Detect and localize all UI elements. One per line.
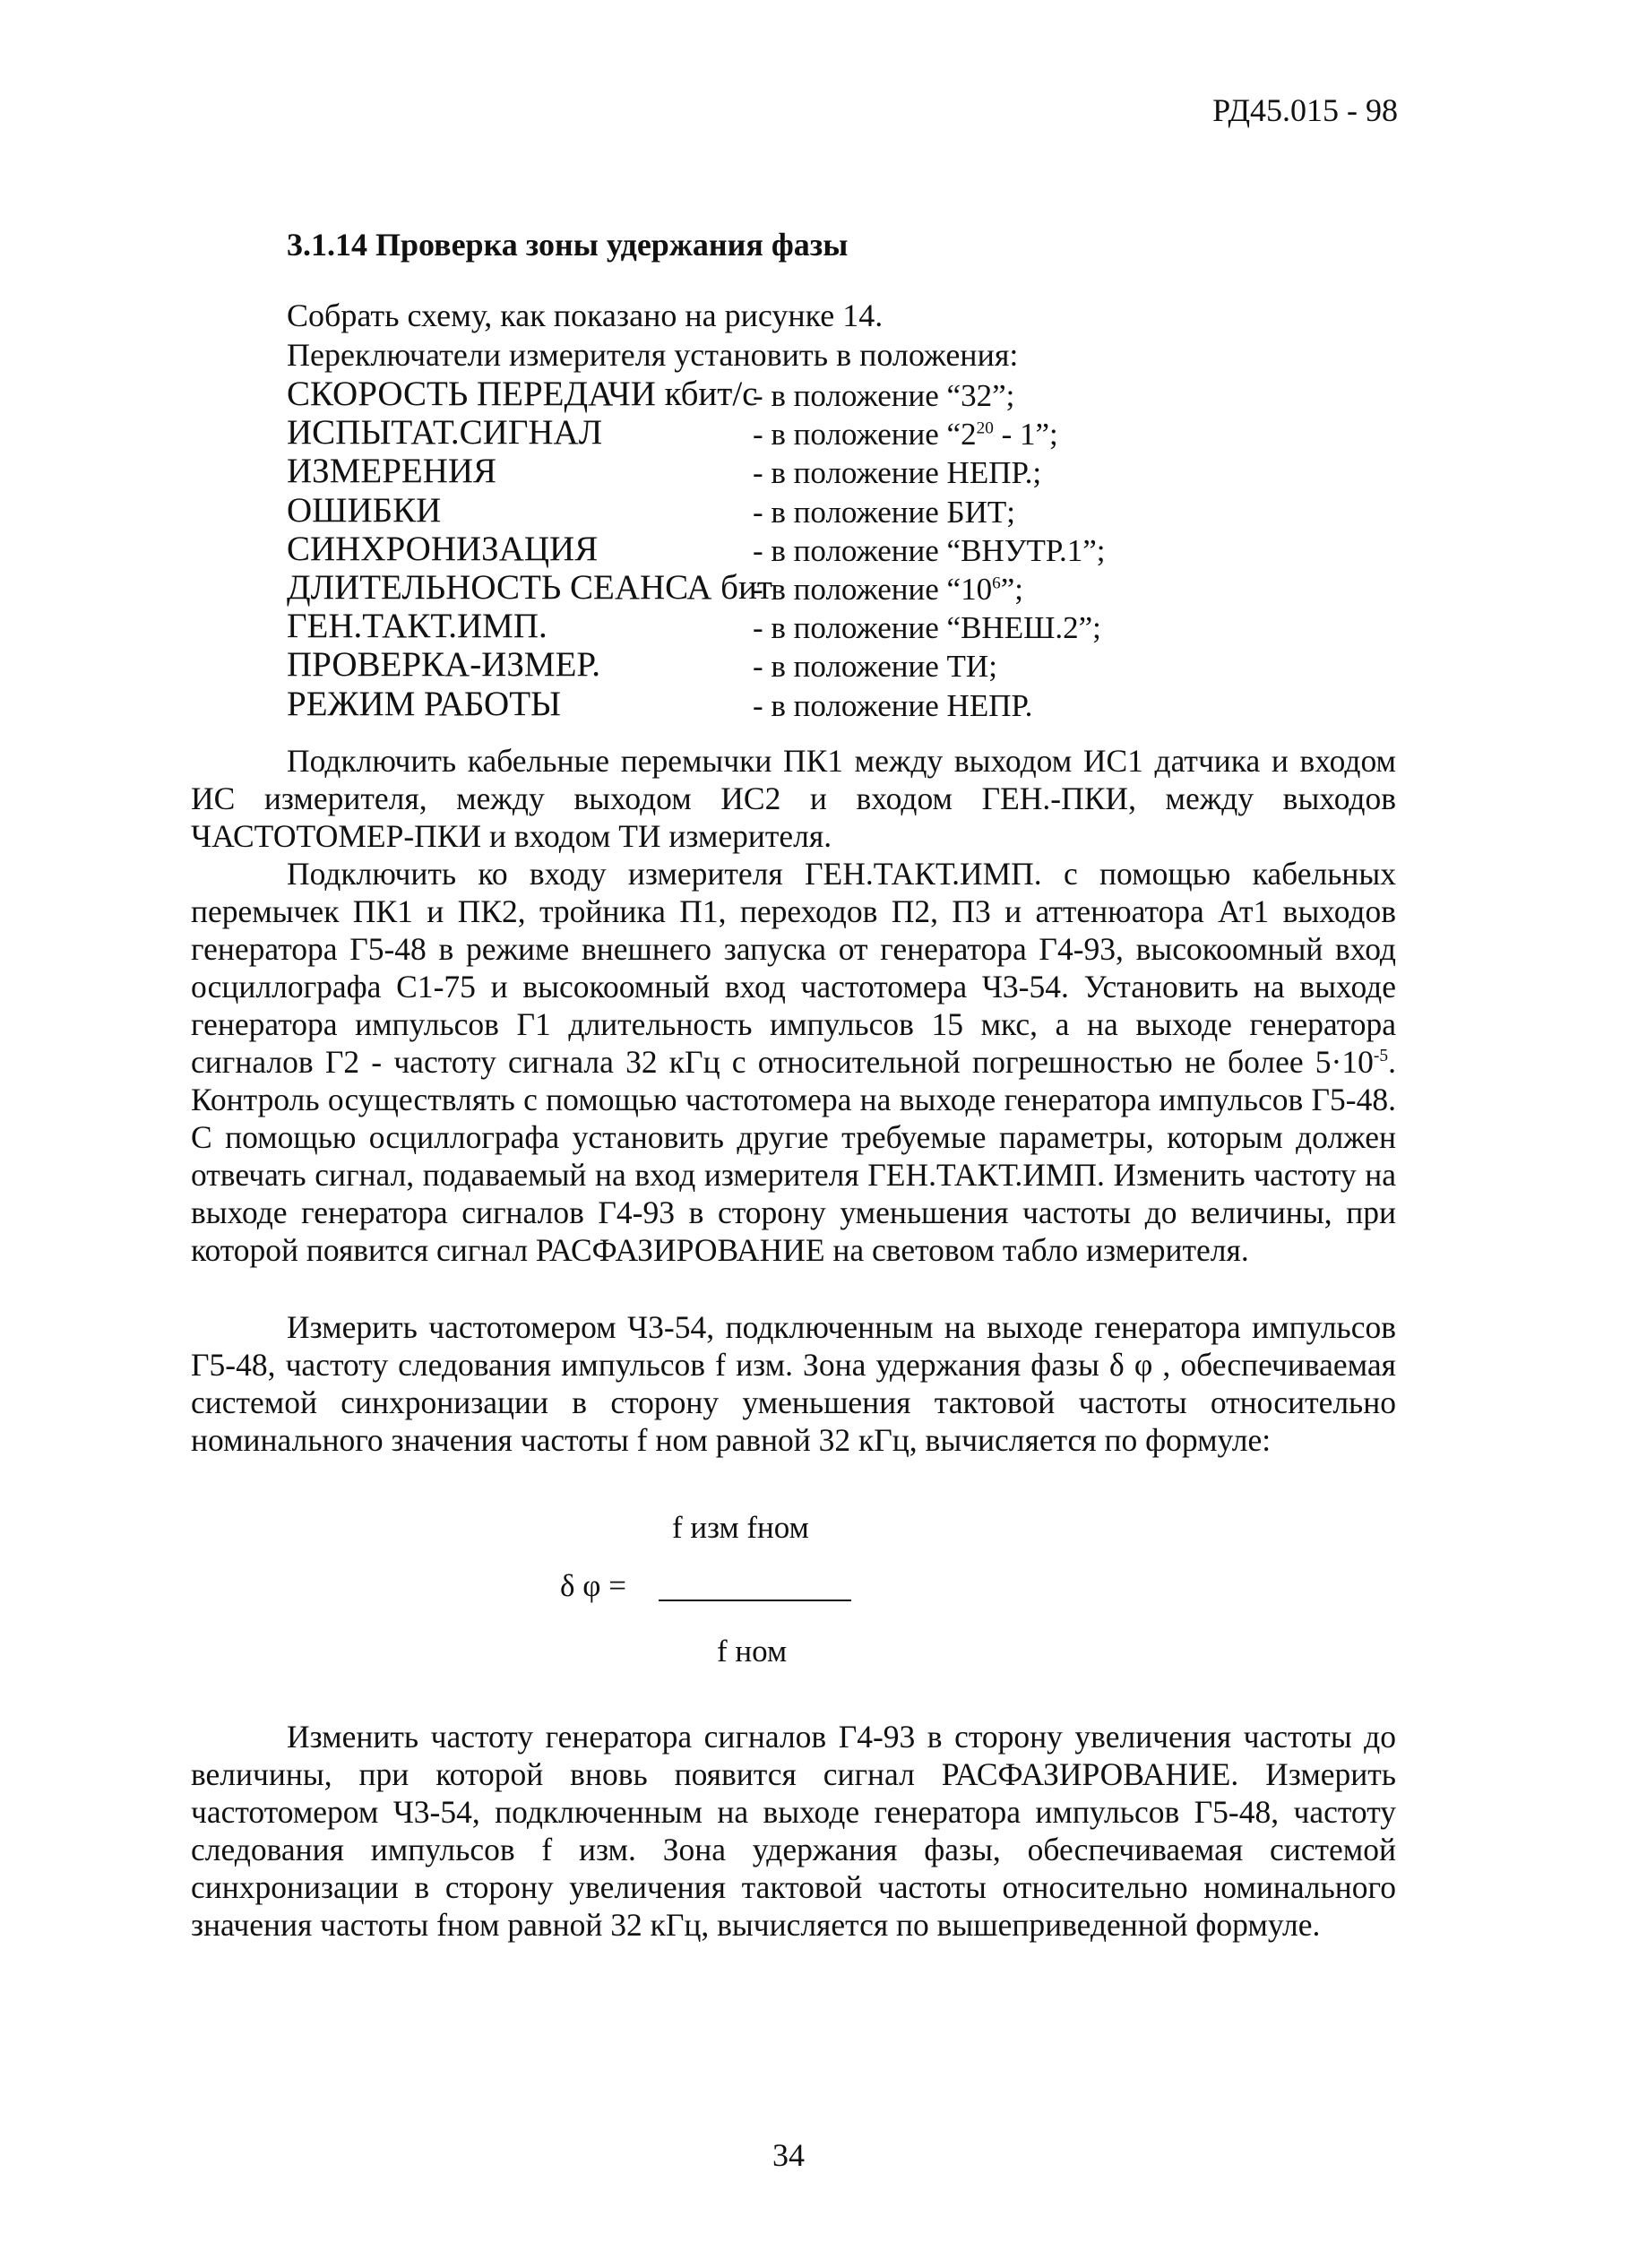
switch-value: - в положение НЕПР.; (753, 455, 1042, 491)
fraction-bar (659, 1600, 851, 1601)
switch-value-text: - в положение “10 (753, 571, 993, 607)
switch-name: ДЛИТЕЛЬНОСТЬ СЕАНСА бит (287, 567, 772, 607)
switch-name: СКОРОСТЬ ПЕРЕДАЧИ кбит/с (287, 375, 758, 413)
switch-name: ГЕН.ТАКТ.ИМП. (287, 607, 547, 646)
body-paragraph: Подключить кабельные перемычки ПК1 между выходом ИС1 датчика и входом ИС измерителя, между выходом ИС2 и входом ГЕН.-ПКИ, между выходов ЧАСТОТОМЕР-ПКИ и входом ТИ измерителя. (191, 743, 1396, 854)
page-number: 34 (772, 2137, 805, 2173)
switch-name: СИНХРОНИЗАЦИЯ (287, 529, 599, 568)
formula-numerator: f изм fном (672, 1510, 809, 1545)
switch-row (287, 375, 1407, 413)
switch-name: РЕЖИМ РАБОТЫ (287, 684, 562, 723)
body-paragraph (191, 855, 1396, 1269)
switch-value: - в положение БИТ; (753, 494, 1016, 530)
switch-row (287, 491, 1407, 530)
switch-settings-list (287, 375, 1407, 723)
switch-value-text: - 1”; (993, 417, 1058, 453)
exponent: -5 (1373, 1047, 1389, 1066)
body-paragraph: Измерить частотомером Ч3-54, подключенным на выходе генератора импульсов Г5-48, частоту следования импульсов f изм. Зона удержания фазы δ φ , обеспечиваемая системой синхронизации в сторону уменьшения тактовой частоты относительно номинального значения частоты f ном равной 32 кГц, вычисляется по формуле: (191, 1309, 1396, 1458)
phase-hold-formula (502, 1510, 950, 1680)
switch-value (753, 415, 1058, 453)
switch-name: ИЗМЕРЕНИЯ (287, 452, 497, 491)
switch-value (753, 570, 1023, 608)
switch-name: ИСПЫТАТ.СИГНАЛ (287, 413, 603, 453)
switch-row (287, 607, 1407, 645)
switch-value-text: ”; (1000, 571, 1023, 607)
switch-value: - в положение “32”; (753, 378, 1015, 413)
switch-name: ПРОВЕРКА-ИЗМЕР. (287, 645, 600, 685)
switch-row (287, 568, 1407, 607)
switch-row (287, 645, 1407, 684)
switch-value-text: - в положение “2 (753, 417, 977, 453)
section-heading: 3.1.14 Проверка зоны удержания фазы (287, 227, 849, 263)
switch-row (287, 530, 1407, 568)
paragraph-text: Подключить ко входу измерителя ГЕН.ТАКТ.ИМП. с помощью кабельных перемычек ПК1 и ПК2, тройника П1, переходов П2, П3 и аттенюатора Ат1 выходов генератора Г5-48 в режиме внешнего запуска от генератора Г4-93, высокоомный вход осциллографа С1-75 и высокоомный вход частотомера Ч3-54. Установить на выходе генератора импульсов Г1 длительность импульсов 15 мкс, а на выходе генератора сигналов Г2 - частоту сигнала 32 кГц с относительной погрешностью не более 5·10 (191, 856, 1396, 1080)
switch-value: - в положение ТИ; (753, 649, 997, 685)
body-paragraph: Изменить частоту генератора сигналов Г4-93 в сторону увеличения частоты до величины, при которой вновь появится сигнал РАСФАЗИРОВАНИЕ. Измерить частотомером Ч3-54, подключенным на выходе генератора импульсов Г5-48, частоту следования импульсов f изм. Зона удержания фазы, обеспечиваемая системой синхронизации в сторону увеличения тактовой частоты относительно номинального значения частоты fном равной 32 кГц, вычисляется по вышеприведенной формуле. (191, 1719, 1396, 1943)
switch-row (287, 413, 1407, 452)
document-code: РД45.015 - 98 (1212, 92, 1398, 128)
switch-value-exponent: 6 (992, 573, 1001, 593)
intro-line: Переключатели измерителя установить в положения: (287, 337, 1019, 373)
switch-row (287, 452, 1407, 490)
switch-value: - в положение “ВНУТР.1”; (753, 532, 1106, 568)
paragraph-text: . Контроль осуществлять с помощью частотомера на выходе генератора импульсов Г5-48. С помощью осциллографа установить другие требуемые параметры, которым должен отвечать сигнал, подаваемый на вход измерителя ГЕН.ТАКТ.ИМП. Изменить частоту на выходе генератора сигналов Г4-93 в сторону уменьшения частоты до величины, при которой появится сигнал РАСФАЗИРОВАНИЕ на световом табло измерителя. (191, 1044, 1396, 1268)
formula-denominator: f ном (717, 1634, 788, 1669)
formula-lhs: δ φ = (560, 1568, 626, 1603)
switch-value: - в положение НЕПР. (753, 687, 1033, 723)
switch-row (287, 685, 1407, 723)
intro-line: Собрать схему, как показано на рисунке 14. (287, 298, 884, 333)
intro-text (287, 296, 1018, 375)
switch-name: ОШИБКИ (287, 490, 442, 530)
switch-value-exponent: 20 (976, 418, 994, 438)
switch-value: - в положение “ВНЕШ.2”; (753, 610, 1101, 646)
